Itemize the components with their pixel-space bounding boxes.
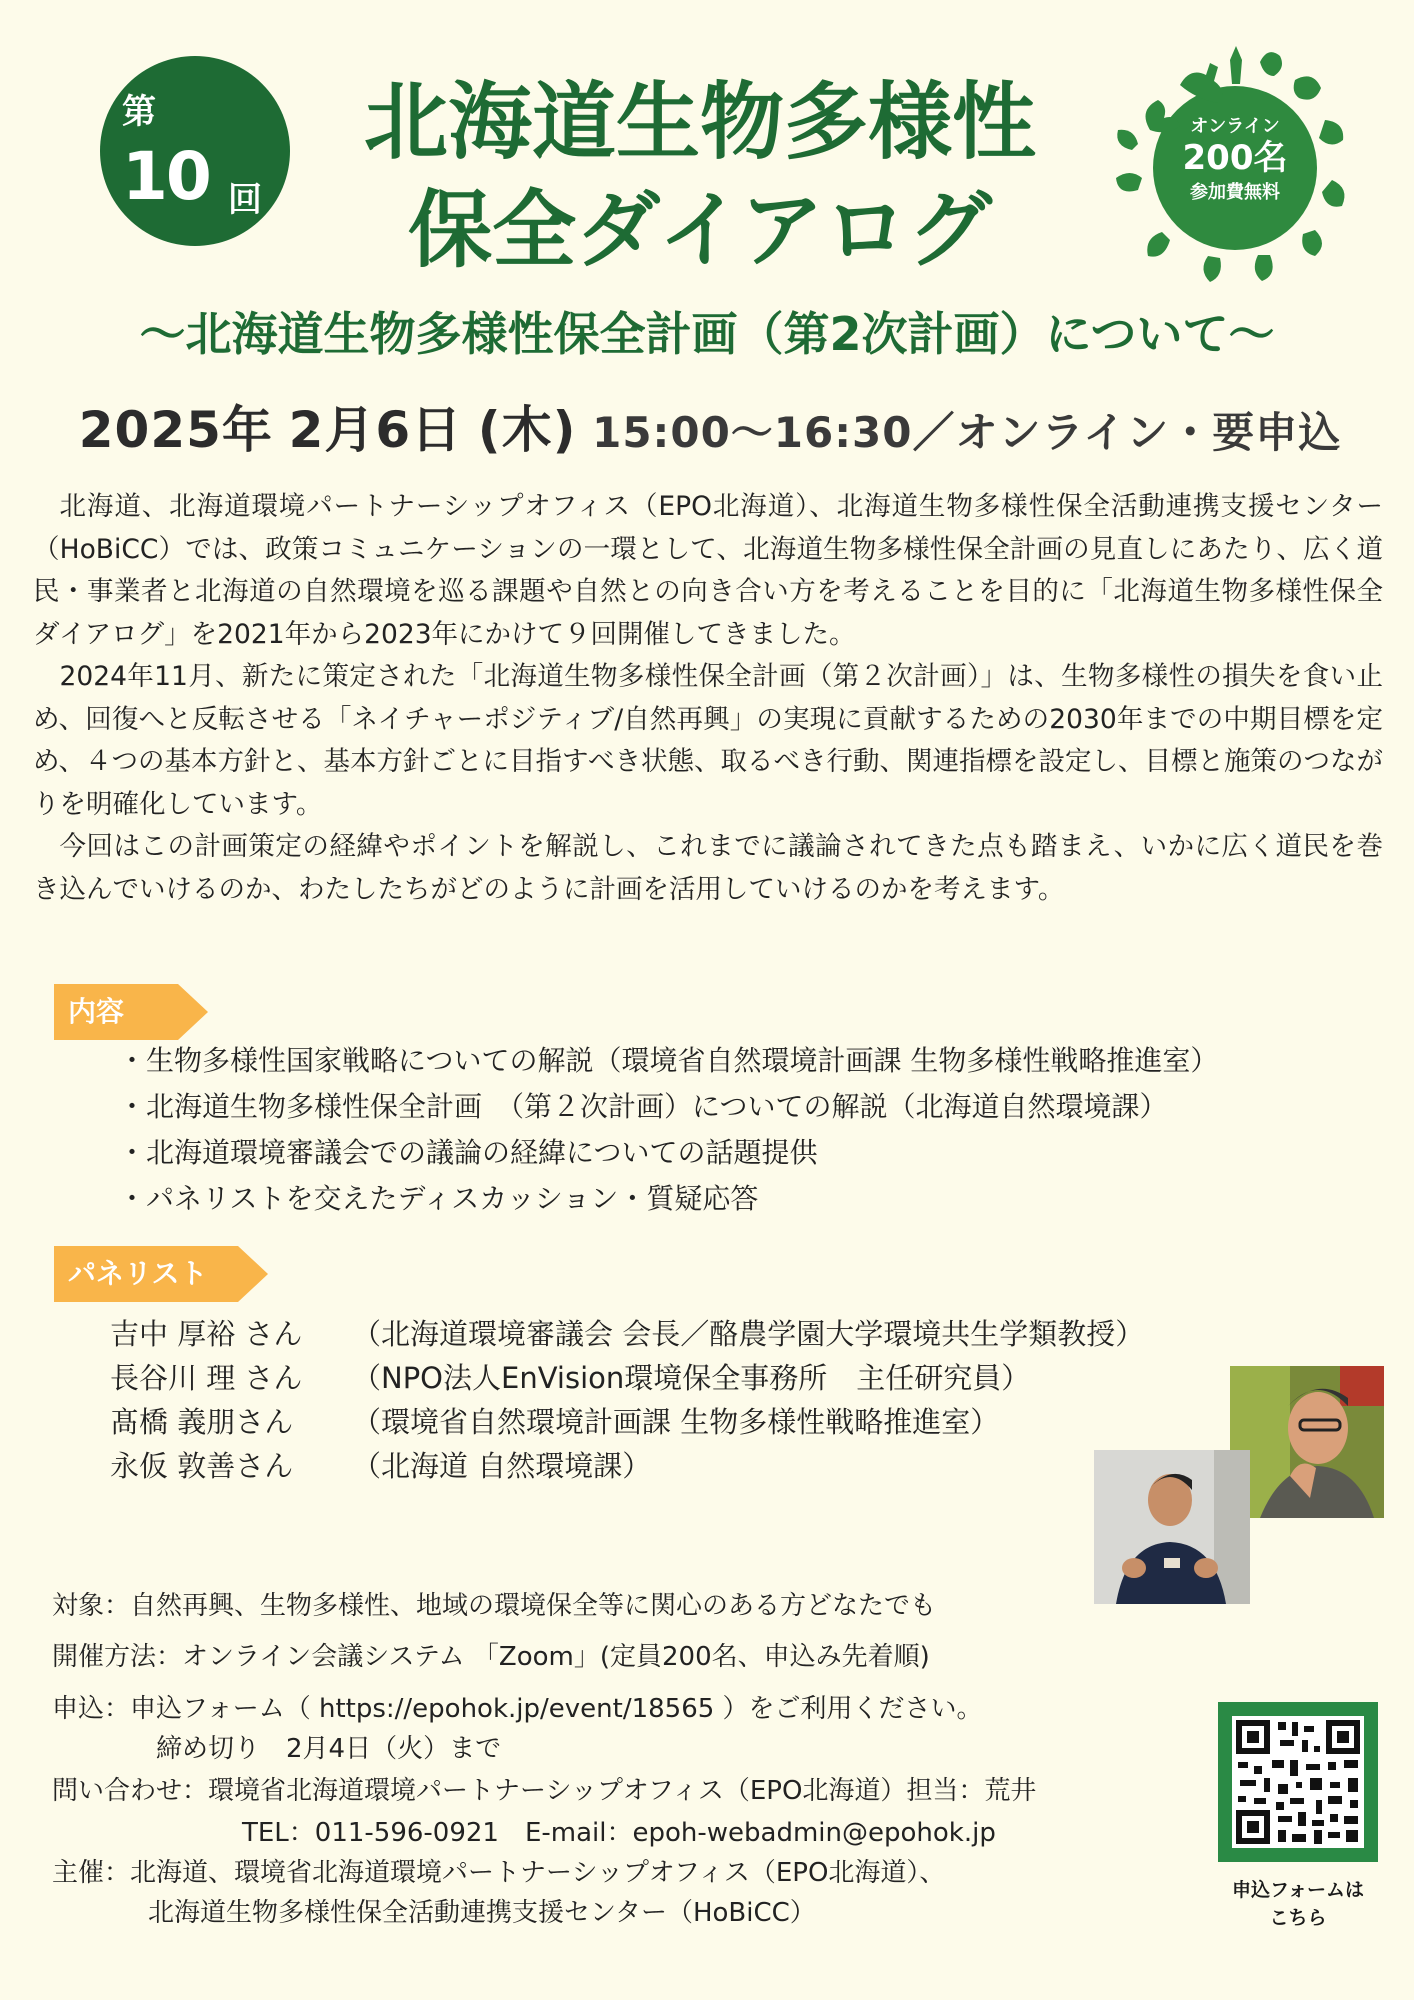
page-title <box>300 68 1100 284</box>
date-year: 2025年 <box>78 401 273 459</box>
content-item: ・生物多様性国家戦略についての解説（環境省自然環境計画課 生物多様性戦略推進室） <box>118 1044 1219 1077</box>
qr-caption-line-1: 申込フォームは <box>1231 1879 1365 1901</box>
edition-badge <box>100 56 290 246</box>
emblem-capacity: 200名 <box>1182 138 1288 178</box>
badge-dai: 第 <box>122 92 156 132</box>
qr-code[interactable] <box>1218 1702 1378 1862</box>
panelist-name: 永仮 敦善さん <box>110 1449 294 1483</box>
target-info: 対象：自然再興、生物多様性、地域の環境保全等に関心のある方どなたでも <box>52 1591 937 1621</box>
intro-paragraph-1: 北海道、北海道環境パートナーシップオフィス（EPO北海道）、北海道生物多様性保全活動連携支援センター（HoBiCC）では、政策コミュニケーションの一環として、北海道生物多様性保全計画の見直しにあたり、広く道民・事業者と北海道の自然環境を巡る課題や自然との向き合い方を考えることを目的に「北海道生物多様性保全ダイアログ」を2021年から2023年にかけて９回開催してきました。 <box>33 491 1383 650</box>
panelist-photo-2 <box>1094 1450 1250 1604</box>
intro-paragraph-3: 今回はこの計画策定の経緯やポイントを解説し、これまでに議論されてきた点も踏まえ、いかに広く道民を巻き込んでいけるのか、わたしたちがどのように計画を活用していけるのかを考えます。 <box>33 831 1383 905</box>
panelist-list <box>110 1312 1144 1488</box>
panelist-name: 長谷川 理 さん <box>110 1361 303 1395</box>
intro-paragraph-2: 2024年11月、新たに策定された「北海道生物多様性保全計画（第２次計画）」は、生物多様性の損失を食い止め、回復へと反転させる「ネイチャーポジティブ/自然再興」の実現に貢献するための2030年までの中期目標を定め、４つの基本方針と、基本方針ごとに目指すべき状態、取るべき行動、関連指標を設定し、目標と施策のつながりを明確化しています。 <box>33 661 1383 820</box>
contact-tel-email: TEL：011-596-0921 E-mail：epoh-webadmin@epohok.jp <box>242 1818 996 1848</box>
host-info-2: 北海道生物多様性保全活動連携支援センター（HoBiCC） <box>148 1898 816 1928</box>
qr-code-icon <box>1232 1716 1364 1848</box>
panelist-affiliation: （北海道環境審議会 会長／酪農学園大学環境共生学類教授） <box>352 1317 1145 1351</box>
badge-kai: 回 <box>228 180 262 220</box>
content-item: ・北海道環境審議会での議論の経緯についての話題提供 <box>118 1136 818 1169</box>
panelist-row <box>110 1312 1144 1356</box>
date-weekday: (木) <box>477 401 577 459</box>
content-item: ・パネリストを交えたディスカッション・質疑応答 <box>118 1182 759 1215</box>
emblem-text <box>1160 112 1310 204</box>
host-info-1: 主催：北海道、環境省北海道環境パートナーシップオフィス（EPO北海道）、 <box>52 1858 946 1888</box>
panelist-name: 吉中 厚裕 さん <box>110 1317 303 1351</box>
deadline-info: 締め切り 2月4日（火）まで <box>156 1734 502 1764</box>
panelist-row <box>110 1356 1144 1400</box>
panelists-tag: パネリスト <box>54 1246 238 1302</box>
contact-info: 問い合わせ：環境省北海道環境パートナーシップオフィス（EPO北海道）担当：荒井 <box>52 1776 1037 1806</box>
qr-caption <box>1200 1876 1396 1932</box>
panelist-affiliation: （北海道 自然環境課） <box>352 1449 652 1483</box>
date-time-format: 15:00～16:30／オンライン・要申込 <box>592 408 1342 457</box>
emblem-online: オンライン <box>1190 116 1280 137</box>
panelist-photo-1 <box>1230 1366 1384 1518</box>
method-info: 開催方法：オンライン会議システム 「Zoom」(定員200名、申込み先着順) <box>52 1642 930 1672</box>
qr-pattern <box>1232 1716 1364 1848</box>
panelist-name: 髙橋 義朋さん <box>110 1405 294 1439</box>
badge-number: 10 <box>122 138 210 215</box>
content-list <box>118 1038 1218 1222</box>
event-date <box>60 390 1360 462</box>
title-line-2: 保全ダイアログ <box>408 181 992 279</box>
intro-text <box>33 486 1383 911</box>
content-tag: 内容 <box>54 984 178 1040</box>
emblem-free: 参加費無料 <box>1190 182 1280 203</box>
panelist-affiliation: （環境省自然環境計画課 生物多様性戦略推進室） <box>352 1405 1000 1439</box>
subtitle: ～北海道生物多様性保全計画（第2次計画）について～ <box>139 307 1275 361</box>
apply-info: 申込：申込フォーム（ https://epohok.jp/event/18565 ）をご利用ください。 <box>52 1694 983 1724</box>
qr-caption-line-2: こちら <box>1269 1907 1327 1929</box>
title-line-1: 北海道生物多様性 <box>363 73 1036 171</box>
panelist-affiliation: （NPO法人EnVision環境保全事務所 主任研究員） <box>352 1361 1031 1395</box>
panelist-row <box>110 1400 1144 1444</box>
content-item: ・北海道生物多様性保全計画 （第２次計画）についての解説（北海道自然環境課） <box>118 1090 1168 1123</box>
panelist-row <box>110 1444 1144 1488</box>
date-day: 2月6日 <box>288 401 463 459</box>
